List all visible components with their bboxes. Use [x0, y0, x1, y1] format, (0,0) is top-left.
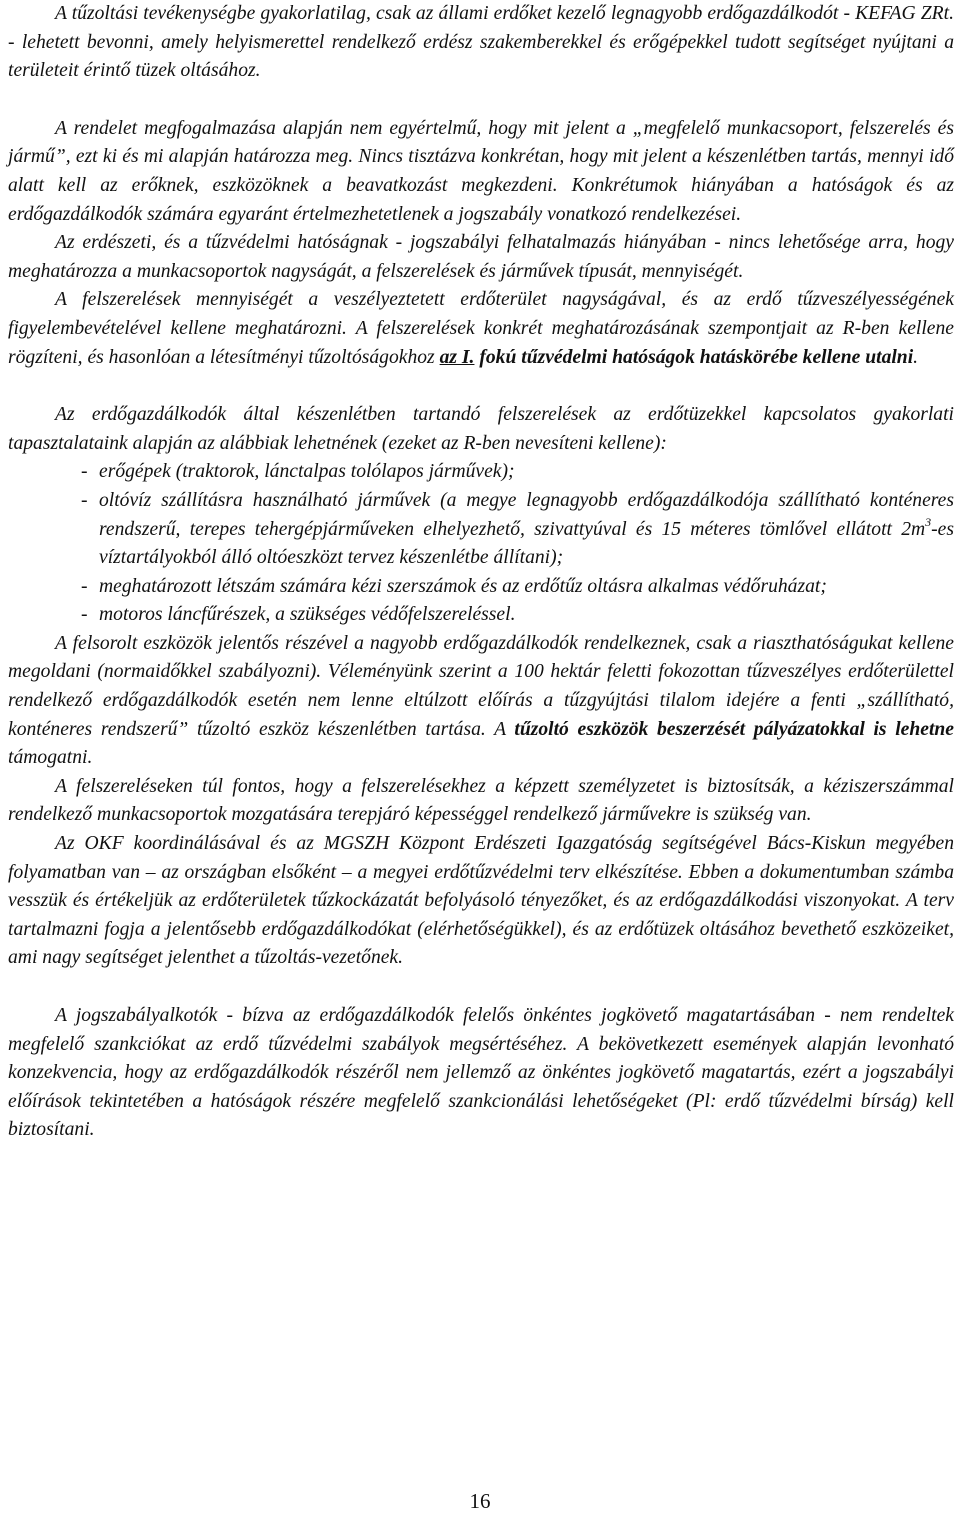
paragraph-felszerelesek	[8, 286, 954, 372]
bold-text	[440, 347, 914, 368]
list-dash: -	[81, 489, 88, 511]
paragraph-gap	[8, 86, 954, 115]
list-item-text: oltóvíz szállításra használható járművek (a megye legnagyobb erdőgazdálkodója szállítható konténeres rendszerű, terepes tehergépjárműveken elhelyezhető, szivattyúval és 15 méteres tömlővel ellátott 2m	[99, 489, 954, 540]
paragraph-text: A felsorolt eszközök jelentős részével a nagyobb erdőgazdálkodók rendelkeznek, csak a riaszthatóságukat kellene megoldani (normaidőkkel szabályozni). Véleményünk szerint a 100 hektár feletti fokozottan tűzveszélyes erdőterülettel rendelkező erdőgazdálkodók esetén nem lenne eltúlzott előírás a tűzgyújtási tilalom idejére a fenti „szállítható, konténeres rendszerű” tűzoltó eszköz készenlétben tartása. A	[8, 632, 954, 740]
paragraph-okf: Az OKF koordinálásával és az MGSZH Központ Erdészeti Igazgatóság segítségével Bács-Kiskun megyében folyamatban van – az országban elsőként – a megyei erdőtűzvédelmi terv elkészítése. Ebben a dokumentumban számba vesszük és értékeljük az erdőterületek tűzkockázatát befolyásoló tényezőket, és az erdőgazdálkodási viszonyokat. A terv tartalmazni fogja a jelentősebb erdőgazdálkodókat (elérhetőségükkel), és az erdőtüzek oltásához bevethető eszközeiket, ami nagy segítséget jelenthet a tűzoltás-vezetőnek.	[8, 833, 954, 969]
list-item	[8, 601, 954, 630]
list-dash: -	[81, 575, 88, 597]
paragraph-text: A felszerelések mennyiségét a veszélyeztetett erdőterület nagyságával, és az erdő tűzveszélyességének figyelembevételével kellene meghatározni. A felszerelések konkrét meghatározásának szempontjait az R-ben kellene rögzíteni, és hasonlóan a létesítményi tűzoltóságokhoz	[8, 289, 954, 368]
paragraph-keszenlet: Az erdőgazdálkodók által készenlétben tartandó felszerelések az erdőtüzekkel kapcsolatos gyakorlati tapasztalataink alapján az alábbiak lehetnének (ezeket az R-ben nevesíteni kellene):	[8, 404, 954, 454]
paragraph-gap	[8, 372, 954, 401]
equipment-list	[8, 458, 954, 630]
bold-text-rest: fokú tűzvédelmi hatóságok hatáskörébe kellene utalni	[474, 346, 914, 368]
paragraph-end: támogatni.	[8, 747, 93, 769]
underlined-text: az I.	[439, 346, 475, 368]
list-item	[8, 573, 954, 602]
superscript: 3	[925, 514, 932, 529]
paragraph-eszkozok	[8, 630, 954, 773]
paragraph-gap	[8, 973, 954, 1002]
paragraph-kefag: A tűzoltási tevékenységbe gyakorlatilag, csak az állami erdőket kezelő legnagyobb erdőgazdálkodót - KEFAG ZRt. - lehetett bevonni, amely helyismerettel rendelkező erdész szakemberekkel és erőgépekkel tudott segítséget nyújtani a területeit érintő tüzek oltásához.	[8, 3, 954, 82]
paragraph-hatosag: Az erdészeti, és a tűzvédelmi hatóságnak - jogszabályi felhatalmazás hiányában - nincs lehetősége arra, hogy meghatározza a munkacsoportok nagyságát, a felszerelések és járművek típusát, mennyiségét.	[8, 232, 954, 282]
list-item-text-end: -es víztartályokból álló oltóeszközt tervez készenlétbe állítani);	[99, 518, 954, 569]
list-item-text: meghatározott létszám számára kézi szerszámok és az erdőtűz oltásra alkalmas védőruházat;	[99, 575, 827, 597]
list-item-text: motoros láncfűrészek, a szükséges védőfelszereléssel.	[99, 604, 516, 626]
list-item	[8, 458, 954, 487]
list-item-text: erőgépek (traktorok, lánctalpas tolólapos járművek);	[99, 461, 515, 483]
bold-text: tűzoltó eszközök beszerzését pályázatokkal is lehetne	[514, 718, 954, 740]
list-item	[8, 487, 954, 573]
list-dash: -	[81, 461, 88, 483]
paragraph-end: .	[913, 346, 919, 368]
paragraph-rendelet: A rendelet megfogalmazása alapján nem egyértelmű, hogy mit jelent a „megfelelő munkacsoport, felszerelés és jármű”, ezt ki és mi alapján határozza meg. Nincs tisztázva konkrétan, hogy mit jelent a készenlétben tartás, mennyi idő alatt kell az erőknek, eszközöknek a beavatkozást megkezdeni. Konkrétumok hiányában a hatóságok és az erdőgazdálkodók számára egyaránt értelmezhetetlenek a jogszabály vonatkozó rendelkezései.	[8, 117, 954, 225]
list-dash: -	[81, 604, 88, 626]
paragraph-szemelyzet: A felszereléseken túl fontos, hogy a felszerelésekhez a képzett személyzetet is biztosítsák, a kéziszerszámmal rendelkező munkacsoportok mozgatására terepjáró képességgel rendelkező járművekre is szükség van.	[8, 775, 954, 826]
page-number: 16	[469, 1489, 491, 1513]
paragraph-jogszabaly: A jogszabályalkotók - bízva az erdőgazdálkodók felelős önkéntes jogkövető magatartásában - nem rendeltek megfelelő szankciókat az erdő tűzvédelmi szabályok megsértéséhez. A bekövetkezett események alapján levonható konzekvencia, hogy az erdőgazdálkodók részéről nem jellemző az önkéntes jogkövető magatartás, ezért a jogszabályi előírások tekintetében a hatóságok részére megfelelő szankcionálási lehetőségeket (Pl: erdő tűzvédelmi bírság) kell biztosítani.	[8, 1005, 954, 1141]
